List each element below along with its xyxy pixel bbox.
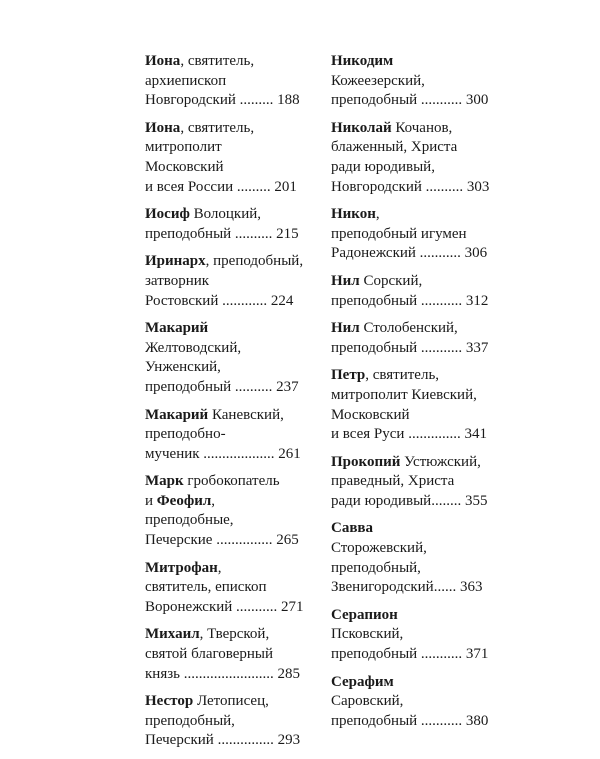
entry-text: преподобный, xyxy=(331,559,421,576)
index-entry-line xyxy=(331,539,511,559)
index-entry-line xyxy=(145,598,325,618)
index-entry-line xyxy=(331,292,511,312)
index-entry-line xyxy=(145,205,325,225)
index-entry-line xyxy=(331,52,511,72)
entry-text: князь ........................ 285 xyxy=(145,665,300,682)
index-column-right xyxy=(331,52,511,739)
index-entry-line xyxy=(331,158,511,178)
index-entry xyxy=(331,205,511,264)
index-column-left xyxy=(145,52,325,759)
index-entry xyxy=(331,606,511,665)
index-entry-line xyxy=(145,119,325,139)
entry-text: и всея Руси .............. 341 xyxy=(331,426,487,443)
saint-name: Митрофан xyxy=(145,559,218,576)
entry-text: преподобный ........... 312 xyxy=(331,292,489,309)
entry-text: Волоцкий, xyxy=(189,206,262,223)
index-entry-line xyxy=(331,673,511,693)
entry-text: преподобный, xyxy=(145,712,235,729)
saint-name: Иринарх xyxy=(145,253,206,270)
index-entry-line xyxy=(145,406,325,426)
entry-text: преподобные, xyxy=(145,512,234,529)
entry-text: преподобный ........... 337 xyxy=(331,339,489,356)
saint-name: Марк xyxy=(145,473,184,490)
index-entry xyxy=(145,692,325,751)
entry-text: и xyxy=(145,492,157,509)
saint-name: Савва xyxy=(331,520,374,537)
entry-text: , святитель, xyxy=(180,119,255,136)
entry-text: преподобный ........... 371 xyxy=(331,646,489,663)
index-entry-line xyxy=(145,445,325,465)
index-entry xyxy=(145,119,325,197)
entry-text: Летописец, xyxy=(193,693,269,710)
saint-name: Николай xyxy=(331,119,392,136)
index-entry-line xyxy=(145,378,325,398)
entry-text: , преподобный, xyxy=(205,253,304,270)
index-entry-line xyxy=(145,531,325,551)
index-entry-line xyxy=(331,406,511,426)
index-entry-line xyxy=(331,244,511,264)
entry-text: Саровский, xyxy=(331,693,404,710)
index-entry-line xyxy=(331,91,511,111)
entry-text: Столобенский, xyxy=(359,320,458,337)
saint-name: Нил xyxy=(331,320,360,337)
index-entry-line xyxy=(145,178,325,198)
entry-text: ради юродивый, xyxy=(331,158,435,175)
entry-text: мученик ................... 261 xyxy=(145,445,301,462)
index-entry xyxy=(145,52,325,111)
index-entry xyxy=(145,472,325,550)
index-entry-line xyxy=(145,225,325,245)
index-entry-line xyxy=(145,578,325,598)
index-entry-line xyxy=(145,339,325,359)
entry-text: преподобный .......... 237 xyxy=(145,378,299,395)
entry-text: преподобно- xyxy=(145,426,226,443)
saint-name: Феофил xyxy=(156,492,212,509)
index-entry-line xyxy=(145,158,325,178)
saint-name: Прокопий xyxy=(331,453,401,470)
index-entry xyxy=(145,319,325,397)
entry-text: преподобный .......... 215 xyxy=(145,225,299,242)
entry-text: гробокопатель xyxy=(183,473,280,490)
index-entry-line xyxy=(145,645,325,665)
index-entry xyxy=(331,119,511,197)
index-entry-line xyxy=(331,366,511,386)
index-entry-line xyxy=(145,472,325,492)
index-entry-line xyxy=(331,645,511,665)
entry-text: Псковский, xyxy=(331,626,404,643)
entry-text: святитель, епископ xyxy=(145,579,267,596)
index-entry-line xyxy=(145,319,325,339)
index-entry xyxy=(331,52,511,111)
entry-text: Печерские ............... 265 xyxy=(145,532,299,549)
index-entry-line xyxy=(331,138,511,158)
entry-text: и всея России ......... 201 xyxy=(145,178,297,195)
index-entry-line xyxy=(145,358,325,378)
index-entry-line xyxy=(331,319,511,339)
entry-text: , xyxy=(375,206,380,223)
index-entry xyxy=(145,559,325,618)
index-entry-line xyxy=(331,472,511,492)
entry-text: праведный, Христа xyxy=(331,473,455,490)
index-entry xyxy=(331,272,511,311)
index-entry-line xyxy=(331,119,511,139)
index-entry xyxy=(145,252,325,311)
saint-name: Никодим xyxy=(331,53,394,69)
index-entry xyxy=(331,673,511,732)
entry-text: Ростовский ............ 224 xyxy=(145,292,294,309)
entry-text: святой благоверный xyxy=(145,646,274,663)
index-entry-line xyxy=(145,692,325,712)
index-entry-line xyxy=(145,292,325,312)
entry-text: Новгородский ......... 188 xyxy=(145,92,300,109)
index-entry-line xyxy=(331,519,511,539)
entry-text: Новгородский .......... 303 xyxy=(331,178,490,195)
entry-text: Звенигородский...... 363 xyxy=(331,579,483,596)
index-entry-line xyxy=(331,205,511,225)
entry-text: , святитель, xyxy=(365,367,440,384)
entry-text: Унженский, xyxy=(145,359,221,376)
entry-text: Желтоводский, xyxy=(145,339,242,356)
saint-name: Михаил xyxy=(145,626,200,643)
entry-text: Воронежский ........... 271 xyxy=(145,598,304,615)
index-entry-line xyxy=(331,692,511,712)
index-entry-line xyxy=(331,453,511,473)
entry-text: преподобный ........... 380 xyxy=(331,712,489,729)
index-entry-line xyxy=(145,625,325,645)
entry-text: митрополит Киевский, xyxy=(331,386,477,403)
saint-name: Нестор xyxy=(145,693,194,710)
entry-text: преподобный ........... 300 xyxy=(331,92,489,109)
saint-name: Макарий xyxy=(145,320,209,337)
index-entry-line xyxy=(145,511,325,531)
entry-text: , святитель, xyxy=(180,53,255,69)
index-entry-line xyxy=(145,252,325,272)
saint-name: Петр xyxy=(331,367,366,384)
index-entry xyxy=(331,453,511,512)
index-entry-line xyxy=(331,625,511,645)
index-entry-line xyxy=(145,91,325,111)
saint-name: Иона xyxy=(145,119,181,136)
entry-text: Кочанов, xyxy=(391,119,453,136)
index-entry-line xyxy=(331,559,511,579)
index-entry xyxy=(331,519,511,597)
saint-name: Серапион xyxy=(331,606,398,623)
index-entry-line xyxy=(331,386,511,406)
index-entry-line xyxy=(145,52,325,72)
saint-name: Никон xyxy=(331,206,376,223)
index-entry-line xyxy=(145,425,325,445)
entry-text: Каневский, xyxy=(208,406,284,423)
index-entry-line xyxy=(331,578,511,598)
saint-name: Иона xyxy=(145,53,181,69)
index-entry xyxy=(331,319,511,358)
index-entry xyxy=(145,625,325,684)
saint-name: Нил xyxy=(331,272,360,289)
index-entry-line xyxy=(331,606,511,626)
entry-text: Печерский ............... 293 xyxy=(145,732,301,749)
index-entry xyxy=(145,205,325,244)
entry-text: архиепископ xyxy=(145,72,227,89)
entry-text: Устюжский, xyxy=(400,453,481,470)
index-entry xyxy=(145,406,325,465)
entry-text: преподобный игумен xyxy=(331,225,467,242)
entry-text: Радонежский ........... 306 xyxy=(331,245,488,262)
index-entry-line xyxy=(145,712,325,732)
entry-text: , xyxy=(217,559,222,576)
index-entry-line xyxy=(331,492,511,512)
index-entry-line xyxy=(331,425,511,445)
entry-text: , xyxy=(211,492,216,509)
index-entry-line xyxy=(331,339,511,359)
index-entry-line xyxy=(145,138,325,158)
index-entry-line xyxy=(145,492,325,512)
index-entry-line xyxy=(331,712,511,732)
entry-text: затворник xyxy=(145,272,210,289)
index-entry-line xyxy=(145,559,325,579)
entry-text: Сорский, xyxy=(359,272,423,289)
entry-text: , Тверской, xyxy=(199,626,270,643)
index-entry-line xyxy=(145,665,325,685)
entry-text: блаженный, Христа xyxy=(331,139,458,156)
entry-text: ради юродивый........ 355 xyxy=(331,492,488,509)
entry-text: Московский xyxy=(331,406,410,423)
entry-text: Сторожевский, xyxy=(331,540,427,557)
entry-text: митрополит xyxy=(145,139,222,156)
saint-name: Серафим xyxy=(331,673,394,690)
index-entry-line xyxy=(145,272,325,292)
index-entry xyxy=(331,366,511,444)
index-entry-line xyxy=(331,272,511,292)
index-entry-line xyxy=(331,72,511,92)
entry-text: Московский xyxy=(145,158,224,175)
entry-text: Кожеезерский, xyxy=(331,72,425,89)
saint-name: Макарий xyxy=(145,406,209,423)
index-entry-line xyxy=(331,178,511,198)
saint-name: Иосиф xyxy=(145,206,190,223)
index-entry-line xyxy=(145,72,325,92)
index-entry-line xyxy=(331,225,511,245)
index-entry-line xyxy=(145,731,325,751)
